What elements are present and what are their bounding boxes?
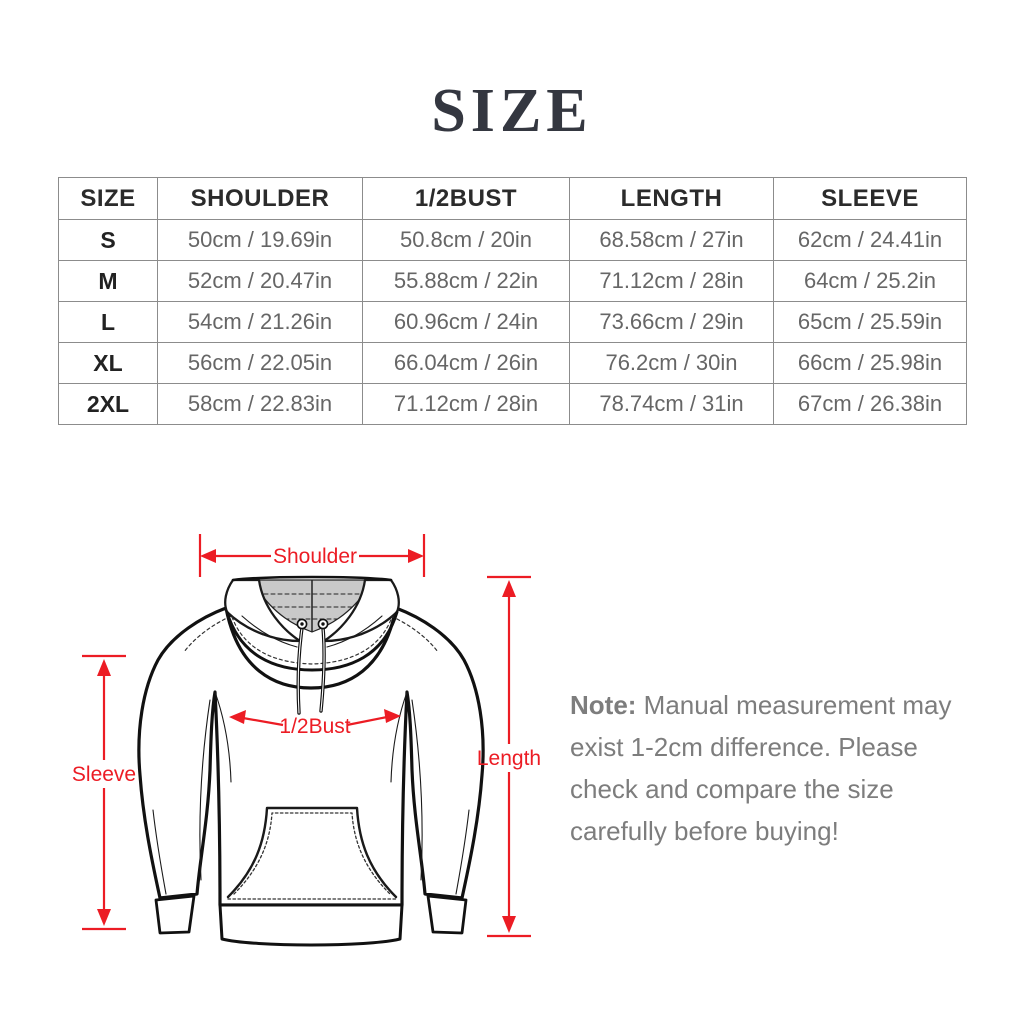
hoodie-measurement-diagram xyxy=(50,520,550,970)
table-row-s xyxy=(59,220,967,261)
shoulder-arrow xyxy=(200,534,424,577)
measurement-cell: 52cm / 20.47in xyxy=(158,261,363,302)
hood xyxy=(225,576,399,670)
left-cuff xyxy=(156,896,194,933)
measurement-cell: 56cm / 22.05in xyxy=(158,343,363,384)
measurement-cell: 78.74cm / 31in xyxy=(570,384,774,425)
bust-arrow-label: 1/2Bust xyxy=(279,715,351,738)
length-arrow-label: Length xyxy=(476,747,542,770)
measurement-cell: 58cm / 22.83in xyxy=(158,384,363,425)
sleeve-arrow xyxy=(72,656,136,929)
measurement-cell: 65cm / 25.59in xyxy=(774,302,967,343)
measurement-cell: 76.2cm / 30in xyxy=(570,343,774,384)
measurement-note xyxy=(570,684,972,852)
measurement-cell: 68.58cm / 27in xyxy=(570,220,774,261)
size-cell: S xyxy=(59,220,158,261)
measurement-cell: 50cm / 19.69in xyxy=(158,220,363,261)
measurement-cell: 54cm / 21.26in xyxy=(158,302,363,343)
note-label: Note: xyxy=(570,690,637,720)
hoodie-drawing xyxy=(139,576,483,945)
measurement-cell: 66cm / 25.98in xyxy=(774,343,967,384)
table-row-2xl xyxy=(59,384,967,425)
header-bust: 1/2BUST xyxy=(363,178,570,220)
header-shoulder: SHOULDER xyxy=(158,178,363,220)
table-row-xl xyxy=(59,343,967,384)
size-cell: 2XL xyxy=(59,384,158,425)
size-cell: XL xyxy=(59,343,158,384)
header-length: LENGTH xyxy=(570,178,774,220)
page-title: SIZE xyxy=(431,77,593,145)
note-text: Manual measurement may exist 1-2cm difference. Please check and compare the size carefully before buying! xyxy=(570,690,952,846)
hem-band xyxy=(220,905,402,945)
header-sleeve: SLEEVE xyxy=(774,178,967,220)
measurement-cell: 64cm / 25.2in xyxy=(774,261,967,302)
size-cell: L xyxy=(59,302,158,343)
size-cell: M xyxy=(59,261,158,302)
sleeve-arrow-label: Sleeve xyxy=(71,763,137,786)
measurement-cell: 60.96cm / 24in xyxy=(363,302,570,343)
header-size: SIZE xyxy=(59,178,158,220)
measurement-cell: 66.04cm / 26in xyxy=(363,343,570,384)
table-row-l xyxy=(59,302,967,343)
right-cuff xyxy=(428,896,466,933)
measurement-cell: 71.12cm / 28in xyxy=(570,261,774,302)
measurement-cell: 67cm / 26.38in xyxy=(774,384,967,425)
measurement-cell: 71.12cm / 28in xyxy=(363,384,570,425)
measurement-cell: 55.88cm / 22in xyxy=(363,261,570,302)
shoulder-arrow-label: Shoulder xyxy=(272,545,358,568)
measurement-cell: 62cm / 24.41in xyxy=(774,220,967,261)
table-header-row xyxy=(59,178,967,220)
length-arrow xyxy=(477,577,541,936)
table-row-m xyxy=(59,261,967,302)
measurement-cell: 50.8cm / 20in xyxy=(363,220,570,261)
size-table xyxy=(58,177,967,425)
measurement-cell: 73.66cm / 29in xyxy=(570,302,774,343)
